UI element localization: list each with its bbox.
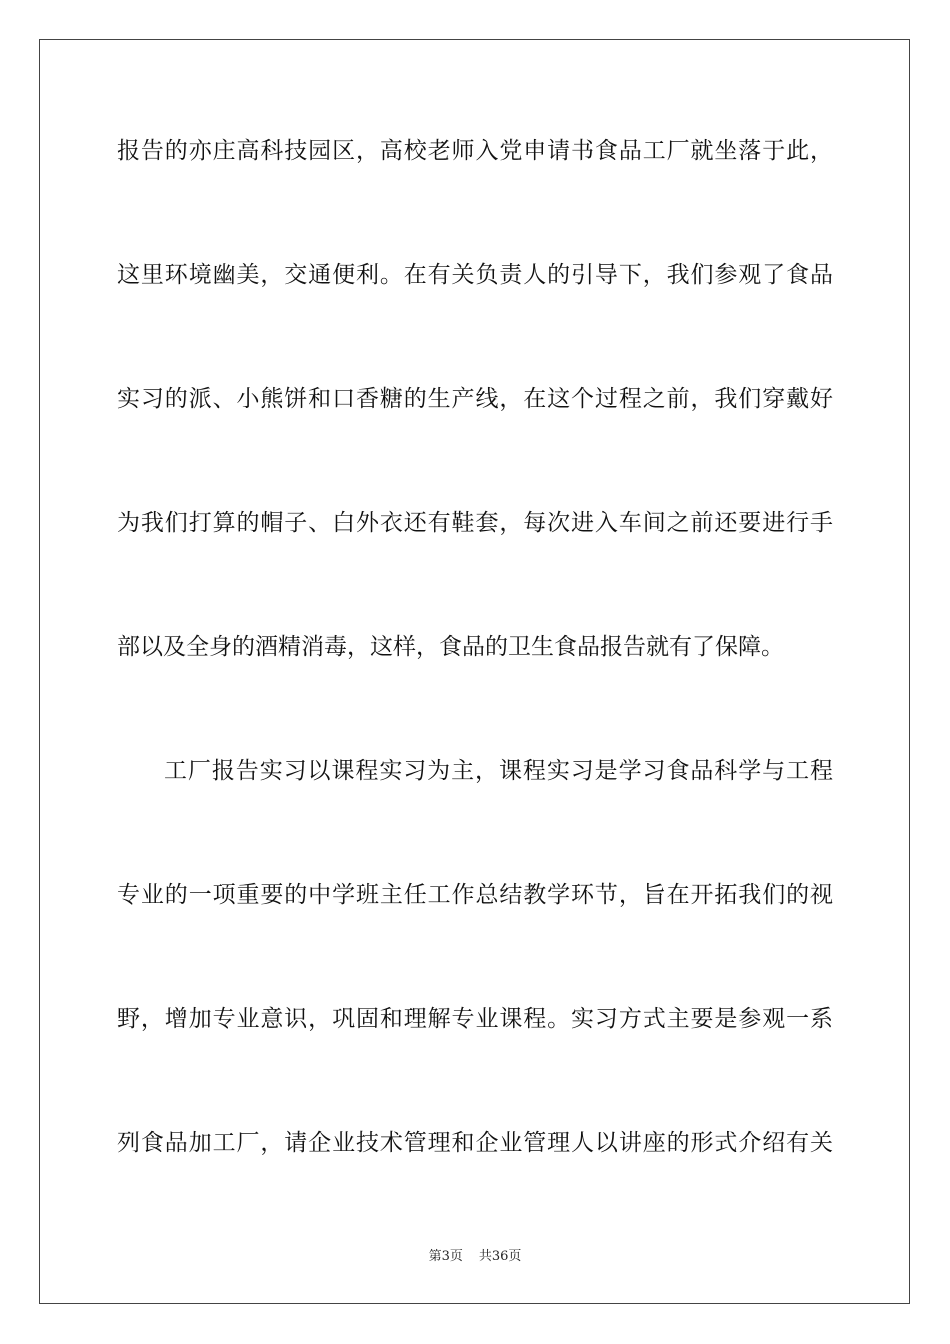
body-line-6: 工厂报告实习以课程实习为主，课程实习是学习食品科学与工程 [164, 758, 833, 784]
body-line-4: 为我们打算的帽子、白外衣还有鞋套，每次进入车间之前还要进行手 [117, 510, 833, 536]
body-line-2: 这里环境幽美，交通便利。在有关负责人的引导下，我们参观了食品 [117, 262, 833, 288]
page-border [39, 39, 910, 1304]
page-number: 第3页 [428, 1249, 463, 1264]
body-line-5: 部以及全身的酒精消毒，这样，食品的卫生食品报告就有了保障。 [117, 634, 784, 660]
body-line-1: 报告的亦庄高科技园区，高校老师入党申请书食品工厂就坐落于此， [117, 138, 833, 164]
body-line-7: 专业的一项重要的中学班主任工作总结教学环节，旨在开拓我们的视 [117, 882, 833, 908]
body-line-9: 列食品加工厂，请企业技术管理和企业管理人以讲座的形式介绍有关 [117, 1130, 833, 1156]
total-pages: 共36页 [478, 1249, 522, 1264]
page-footer [0, 1248, 950, 1266]
body-line-8: 野，增加专业意识，巩固和理解专业课程。实习方式主要是参观一系 [117, 1006, 833, 1032]
body-line-3: 实习的派、小熊饼和口香糖的生产线，在这个过程之前，我们穿戴好 [117, 386, 833, 412]
